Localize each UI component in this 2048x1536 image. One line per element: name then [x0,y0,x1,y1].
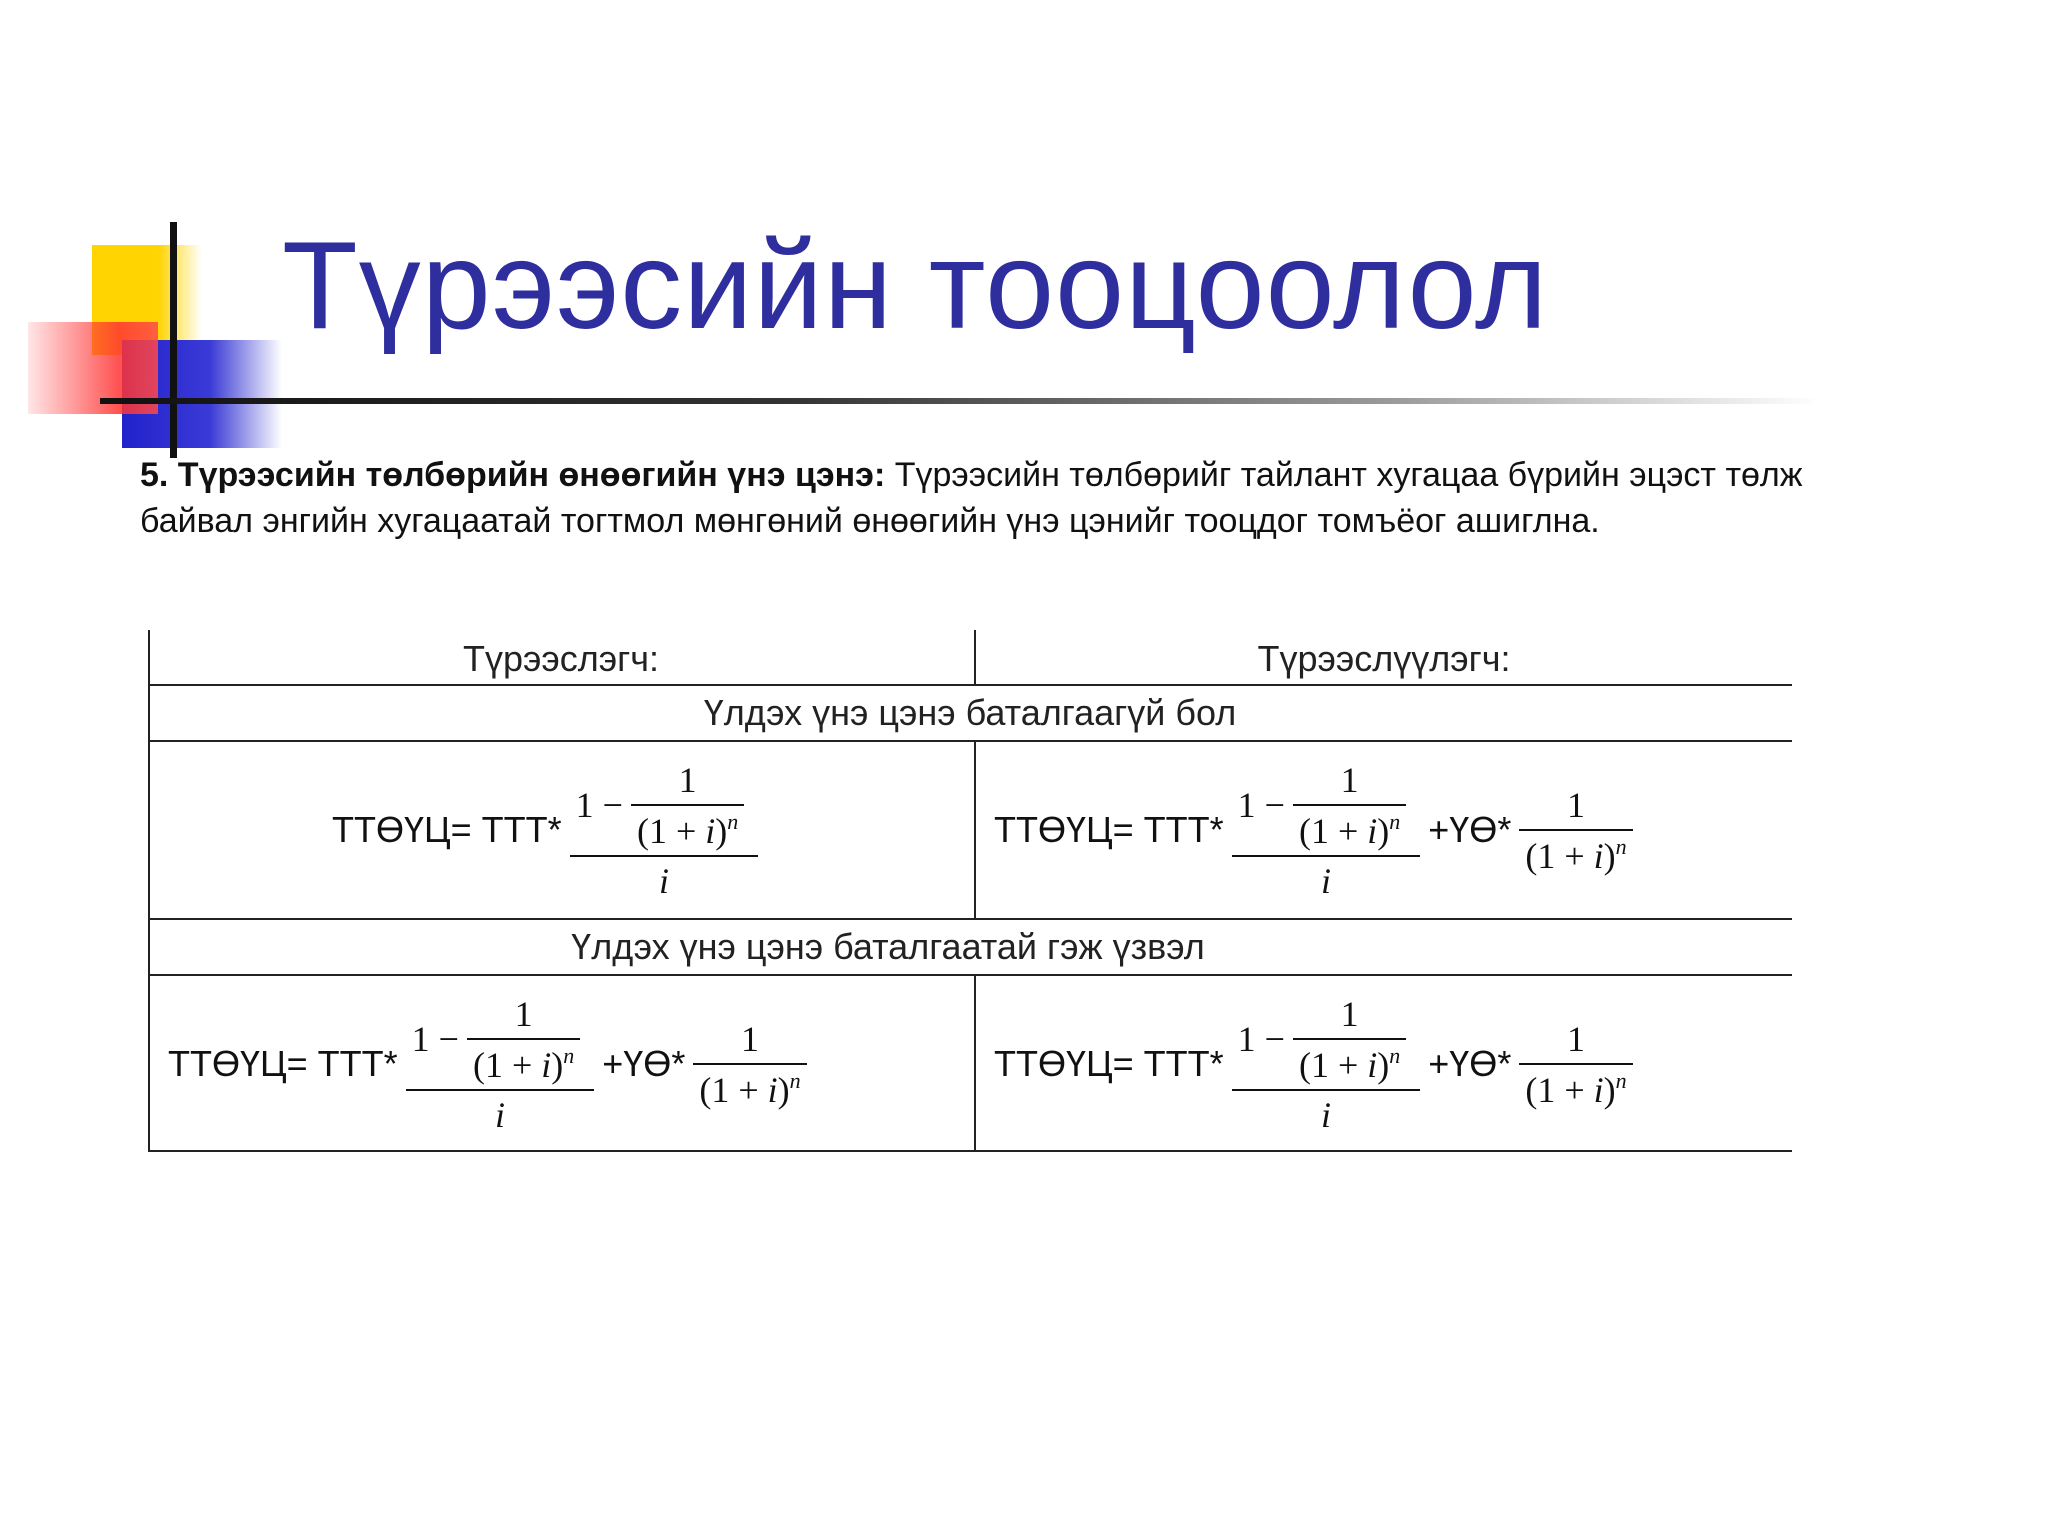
annuity-fraction [570,759,759,902]
numerator-one: 1 [514,993,533,1034]
intro-heading: 5. Түрээсийн төлбөрийн өнөөгийн үнэ цэнэ: [140,456,886,494]
formula-lessee-guaranteed [168,982,815,1146]
fraction-bar [467,1038,580,1040]
numerator-one: 1 [740,1018,759,1059]
table-bottom-border [148,1150,1792,1152]
table-row-divider [148,684,1792,686]
fraction-bar [1232,1089,1421,1091]
fraction-bar [631,804,744,806]
fraction-bar [570,855,759,857]
intro-paragraph [140,452,1820,544]
discount-factor: $(1 + i)^n$ [699,1067,801,1110]
header-lessor: Түрээслүүлэгч: [1257,638,1511,679]
row-header-unguaranteed: Үлдэх үнэ цэнэ баталгаагүй бол [703,692,1237,733]
residual-term: +ҮӨ* [602,1043,686,1084]
residual-fraction [1519,1018,1632,1111]
fraction-bar [1519,1063,1632,1065]
rate-i: i [1320,1094,1331,1135]
formula-lessee-unguaranteed [332,750,766,910]
header-lessee: Түрээслэгч: [462,638,659,679]
residual-fraction [693,1018,806,1111]
numerator-one: 1 [1340,759,1359,800]
one-minus: 1 − [1237,1019,1285,1059]
formula-table [148,630,1792,1152]
fraction-bar [693,1063,806,1065]
residual-fraction [1519,784,1632,877]
numerator-one: 1 [1566,784,1585,825]
discount-factor: $(1 + i)^n$ [1298,808,1401,851]
rate-i: i [1320,860,1331,901]
slide-title: Түрээсийн тооцоолол [282,217,1549,355]
residual-term: +ҮӨ* [1428,809,1512,850]
table-column-divider [974,974,976,1152]
numerator-one: 1 [1340,993,1359,1034]
one-minus: 1 − [411,1019,459,1059]
rate-i: i [494,1094,505,1135]
table-row-divider [148,740,1792,742]
fraction-bar [406,1089,595,1091]
intro-body: Түрээсийн төлбөрийг тайлант хугацаа бүрийн эцэст төлж байвал энгийн хугацаатай тогтмол мөнгөний өнөөгийн үнэ цэнийг тооцдог томъёог ашиглна. [140,456,1803,540]
discount-factor: $(1 + i)^n$ [1298,1042,1401,1085]
fraction-bar [1293,804,1406,806]
table-row-divider [148,974,1792,976]
row-header-guaranteed: Үлдэх үнэ цэнэ баталгаатай гэж үзвэл [571,926,1205,967]
residual-term: +ҮӨ* [1428,1043,1512,1084]
fraction-bar [1232,855,1421,857]
table-row-divider [148,918,1792,920]
annuity-fraction [1232,759,1421,902]
rate-i: i [658,860,669,901]
formula-prefix: ТТӨҮЦ= ТТТ* [168,1043,398,1084]
annuity-fraction [406,993,595,1136]
discount-factor: $(1 + i)^n$ [636,808,739,851]
deco-vertical-line [170,222,177,458]
fraction-bar [1293,1038,1406,1040]
formula-prefix: ТТӨҮЦ= ТТТ* [994,809,1224,850]
numerator-one: 1 [678,759,697,800]
discount-factor: $(1 + i)^n$ [472,1042,575,1085]
discount-factor: $(1 + i)^n$ [1525,833,1627,876]
table-column-divider [974,740,976,920]
one-minus: 1 − [575,785,623,825]
annuity-fraction [1232,993,1421,1136]
one-minus: 1 − [1237,785,1285,825]
title-underline [100,398,1820,404]
formula-lessor-guaranteed [994,982,1641,1146]
formula-prefix: ТТӨҮЦ= ТТТ* [332,809,562,850]
numerator-one: 1 [1566,1018,1585,1059]
discount-factor: $(1 + i)^n$ [1525,1067,1627,1110]
fraction-bar [1519,829,1632,831]
formula-lessor-unguaranteed [994,748,1641,912]
formula-prefix: ТТӨҮЦ= ТТТ* [994,1043,1224,1084]
